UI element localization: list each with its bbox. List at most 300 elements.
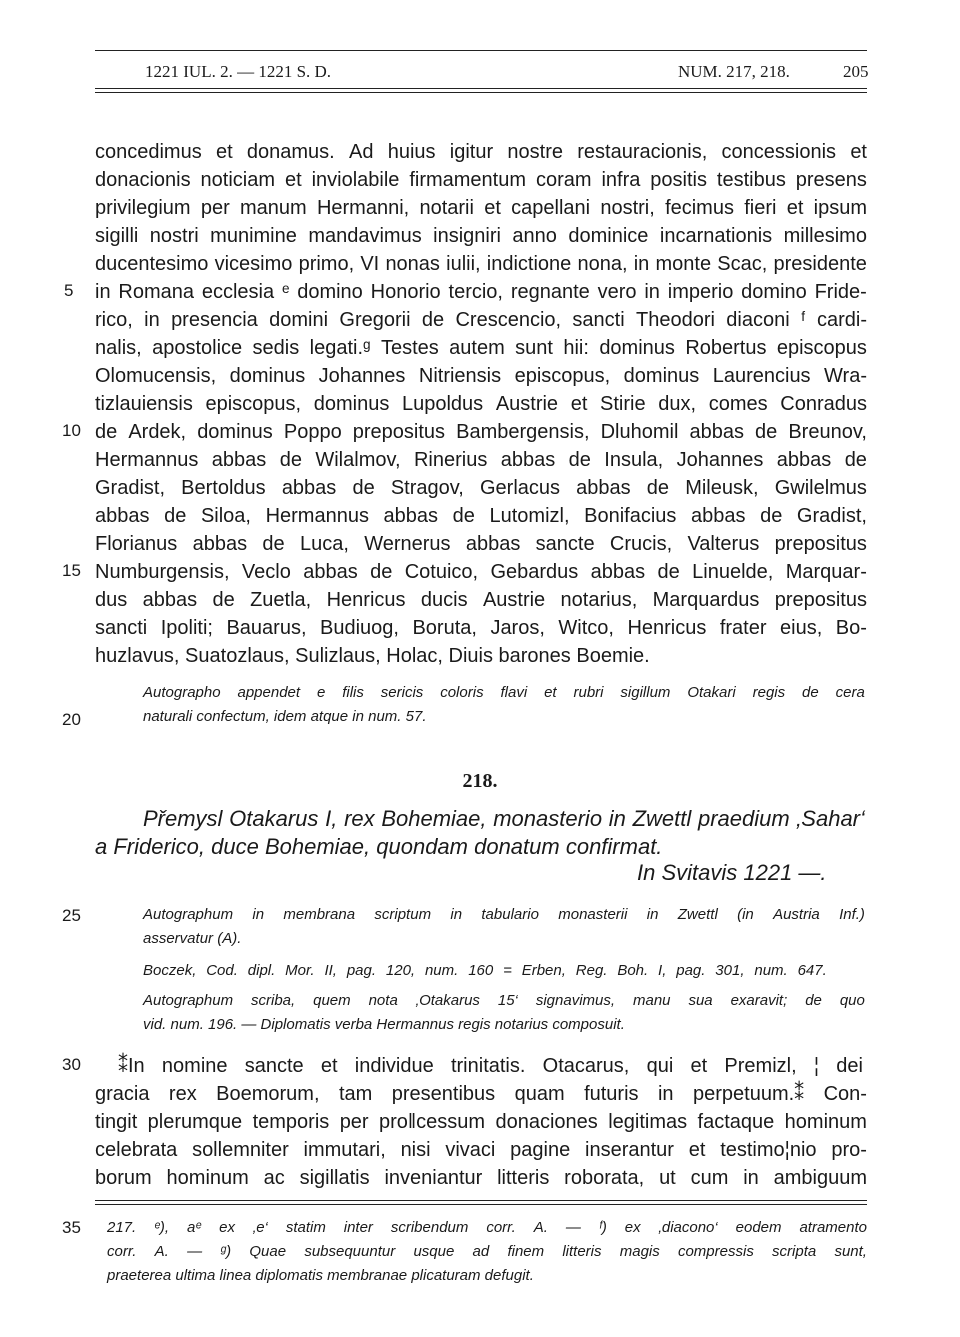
word: scriba, [251, 992, 296, 1009]
header-bottom-rule [95, 88, 867, 89]
word: episcopus [776, 337, 867, 359]
word: num. [424, 962, 459, 979]
word: de [370, 561, 393, 583]
word: Gerlacus [479, 477, 561, 499]
word: nostri, [600, 197, 655, 219]
word: II, [324, 962, 337, 979]
footnote-line [107, 1243, 867, 1260]
word: Erben, [521, 962, 566, 979]
word: et [284, 169, 302, 191]
text-line [95, 558, 867, 586]
word: autem [449, 337, 505, 359]
word: donaciones [495, 1111, 598, 1133]
word: tingit [95, 1111, 138, 1133]
regest-line [143, 806, 865, 832]
word: sollemniter [192, 1139, 289, 1161]
word: in [644, 281, 660, 303]
text-line [95, 446, 867, 474]
word: — [565, 1219, 581, 1236]
word: Linuelde, [692, 561, 774, 583]
word: Cotuico, [404, 561, 479, 583]
word: Lutomizl, [489, 505, 570, 527]
word: corr. [107, 1243, 137, 1260]
word: Poppo [283, 421, 342, 443]
word: Breunov, [788, 421, 867, 443]
word: abbas [383, 505, 439, 527]
word: rubri [573, 684, 604, 701]
word: Budiuog, [320, 617, 399, 639]
word: ut [659, 1167, 676, 1189]
word: Laurencius [712, 365, 811, 387]
word: Honorio [370, 281, 441, 303]
word: nomine [161, 1055, 228, 1077]
word: Florianus [95, 533, 178, 555]
word: capellani [511, 197, 591, 219]
word: magis [619, 1243, 660, 1260]
word: in [95, 281, 111, 303]
word: incarnationis [659, 225, 773, 247]
word: in [252, 906, 265, 923]
word: noticiam [200, 169, 276, 191]
line-number-30: 30 [62, 1055, 81, 1074]
word: Hermanni, [316, 197, 410, 219]
footnote-line: praeterea ultima linea diplomatis membranae plicaturam defugit. [107, 1267, 534, 1284]
source-note-line [143, 906, 865, 923]
word: Witco, [558, 617, 614, 639]
text-line [95, 334, 867, 362]
word: in [608, 806, 626, 831]
word: dominice [568, 225, 649, 247]
word: de [279, 449, 302, 471]
text-line [95, 586, 867, 614]
word: monte [655, 253, 712, 275]
word: tabulario [481, 906, 539, 923]
word: dipl. [247, 962, 276, 979]
word: tizlauiensis [95, 393, 193, 415]
text-line [95, 614, 867, 642]
word: dus [95, 589, 128, 611]
word: Otakari [687, 684, 736, 701]
word: abbas [192, 533, 248, 555]
autograph-note-line: naturali confectum, idem atque in num. 57. [143, 708, 427, 725]
word: pro- [831, 1139, 867, 1161]
header-bottom-rule-2 [95, 92, 867, 93]
word: Nitriensis [418, 365, 502, 387]
word: sunt [515, 337, 553, 359]
word: Gradist, [796, 505, 867, 527]
word: dominus [623, 365, 700, 387]
word: Wilalmov, [315, 449, 401, 471]
word: quem [313, 992, 351, 1009]
word: domino [297, 281, 363, 303]
word: ambiguum [773, 1167, 867, 1189]
text-line [95, 222, 867, 250]
word: inter [343, 1219, 373, 1236]
word: et [544, 684, 557, 701]
word: borum [95, 1167, 152, 1189]
text-line [95, 138, 867, 166]
word: VI [360, 253, 380, 275]
word: Austria [773, 906, 820, 923]
word: comes [708, 393, 768, 415]
word: futuris [584, 1083, 639, 1105]
word: Marquardus [652, 589, 760, 611]
word: Ad [349, 141, 374, 163]
word: concessionis [721, 141, 837, 163]
word: rico, [95, 309, 133, 331]
word: sancte [244, 1055, 304, 1077]
word: praedium [697, 806, 790, 831]
word: presencia [171, 309, 258, 331]
word: concedimus [95, 141, 202, 163]
word: inviolabile [311, 169, 400, 191]
line-number-10: 10 [62, 421, 81, 440]
word: hii: [563, 337, 589, 359]
word: sancte [535, 533, 595, 555]
word: domini [269, 309, 329, 331]
word: domino [741, 281, 807, 303]
word: de [164, 505, 187, 527]
word: ducentesimo [95, 253, 209, 275]
word: Olomucensis, [95, 365, 217, 387]
word: ᵍ) [220, 1243, 232, 1260]
text-line [95, 530, 867, 558]
word: scriptum [374, 906, 432, 923]
word: quo [839, 992, 865, 1009]
word: exaravit; [730, 992, 788, 1009]
word: de [568, 449, 591, 471]
word: frater [719, 617, 767, 639]
word: abbas [465, 533, 521, 555]
word: de [802, 684, 819, 701]
source-note-line: vid. num. 196. — Diplomatis verba Hermannus regis notarius composuit. [143, 1016, 625, 1033]
word: ᶠ [801, 309, 806, 331]
word: apostolice [152, 337, 243, 359]
text-line [95, 418, 867, 446]
word: de [262, 533, 285, 555]
word: firmamentum [409, 169, 527, 191]
word: Bo- [835, 617, 867, 639]
word: primo, [298, 253, 355, 275]
word: indictione [486, 253, 572, 275]
word: de [657, 561, 680, 583]
word: Insula, [604, 449, 664, 471]
word: de [452, 505, 475, 527]
text-line [118, 1052, 863, 1080]
word: 160 [468, 962, 494, 979]
word: de [755, 421, 778, 443]
word: ᵉ), [154, 1219, 170, 1236]
word: pagine [510, 1139, 571, 1161]
word: A. [154, 1243, 169, 1260]
word: abbas [689, 421, 744, 443]
line-number-15: 15 [62, 561, 81, 580]
text-line: huzlavus, Suatozlaus, Sulizlaus, Holac, Diuis barones Boemie. [95, 645, 650, 667]
source-note-line [143, 962, 827, 979]
word: presidente [773, 253, 867, 275]
word: in [743, 1167, 759, 1189]
word: dux, [658, 393, 697, 415]
word: inserantur [585, 1139, 674, 1161]
word: hominum [784, 1111, 867, 1133]
word: Autographum [143, 906, 234, 923]
word: = [503, 962, 512, 979]
word: presens [795, 169, 867, 191]
word: 217. [107, 1219, 137, 1236]
word: Zwettl [677, 906, 718, 923]
text-line [95, 502, 867, 530]
word: abbas [576, 477, 631, 499]
word: A. [533, 1219, 548, 1236]
word: immutari, [303, 1139, 386, 1161]
word: Cod. [206, 962, 238, 979]
word: e [316, 684, 326, 701]
word: ipsum [813, 197, 867, 219]
word: Otakarus [229, 806, 319, 831]
word: in [633, 253, 650, 275]
word: nona, [577, 253, 628, 275]
text-line [95, 1164, 867, 1192]
word: Gwilelmus [774, 477, 867, 499]
word: diaconi [726, 309, 790, 331]
word: sigilli [95, 225, 139, 247]
word: anno [512, 225, 557, 247]
word: ac [263, 1167, 285, 1189]
word: Hermannus [95, 449, 199, 471]
document-number: 218. [462, 770, 498, 792]
word: Boczek, [143, 962, 197, 979]
word: — [187, 1243, 203, 1260]
word: appendet [237, 684, 301, 701]
word: celebrata [95, 1139, 178, 1161]
source-note-line [143, 992, 865, 1009]
word: Autographo [143, 684, 221, 701]
word: Otacarus, [542, 1055, 630, 1077]
word: in [646, 906, 659, 923]
word: Wernerus [364, 533, 451, 555]
word: ‚diacono‘ [658, 1219, 718, 1236]
word: abbas [590, 561, 646, 583]
word: de [844, 449, 867, 471]
text-line [95, 362, 867, 390]
word: quam [514, 1083, 565, 1105]
text-line [95, 1080, 867, 1108]
word: ex [219, 1219, 235, 1236]
word: Premizl, [724, 1055, 797, 1077]
word: testibus [716, 169, 786, 191]
word: Gregorii [339, 309, 411, 331]
word: millesimo [783, 225, 867, 247]
word: Mileusk, [685, 477, 759, 499]
word: et [320, 1055, 338, 1077]
word: 647. [797, 962, 827, 979]
word: flavi [500, 684, 528, 701]
word: ex [624, 1219, 641, 1236]
word: et [786, 197, 804, 219]
word: eodem [735, 1219, 782, 1236]
word: ᶠ) [598, 1219, 607, 1236]
text-line [95, 390, 867, 418]
word: abbas [303, 561, 358, 583]
word: restauracionis, [577, 141, 708, 163]
text-line [95, 250, 867, 278]
word: Rinerius [413, 449, 488, 471]
word: filis [342, 684, 364, 701]
header-doc-numbers: NUM. 217, 218. [678, 62, 790, 81]
word: ad [472, 1243, 490, 1260]
word: subsequuntur [304, 1243, 396, 1260]
line-number-25: 25 [62, 906, 81, 925]
word: ducis [420, 589, 468, 611]
header-date-range: 1221 IUL. 2. — 1221 S. D. [145, 62, 332, 81]
word: insigniri [433, 225, 501, 247]
word: factaque [697, 1111, 775, 1133]
word: episcopus, [205, 393, 302, 415]
word: individue [354, 1055, 434, 1077]
word: cera [835, 684, 865, 701]
word: in [450, 906, 463, 923]
word: nisi [400, 1139, 431, 1161]
word: nonas [385, 253, 440, 275]
word: Romana [118, 281, 195, 303]
word: ⁑In [118, 1055, 145, 1077]
word: dominus [313, 393, 390, 415]
word: et [690, 1055, 708, 1077]
word: et [688, 1139, 706, 1161]
word: de [212, 589, 235, 611]
word: tam [338, 1083, 373, 1105]
word: ‚Otakarus [415, 992, 480, 1009]
word: Hermannus [265, 505, 369, 527]
word: abbas [95, 505, 150, 527]
word: corr. [486, 1219, 516, 1236]
word: sunt, [834, 1243, 867, 1260]
word: positis [650, 169, 707, 191]
word: qui [646, 1055, 674, 1077]
word: Inf.) [839, 906, 865, 923]
word: dominus [197, 421, 273, 443]
word: regnante [510, 281, 590, 303]
word: Jaros, [490, 617, 545, 639]
word: Autographum [143, 992, 234, 1009]
word: cardi- [816, 309, 867, 331]
word: Stirie [600, 393, 646, 415]
word: Testes [380, 337, 439, 359]
word: Gradist, [95, 477, 166, 499]
word: manum [240, 197, 307, 219]
word: Gebardus [490, 561, 579, 583]
word: usque [413, 1243, 455, 1260]
word: pro‖cessum [379, 1111, 486, 1133]
word: ᵉ [281, 281, 290, 303]
text-line [95, 194, 867, 222]
word: abbas [690, 505, 746, 527]
word: dominus [599, 337, 675, 359]
word: rex [344, 806, 375, 831]
word: Austrie [495, 393, 559, 415]
word: Austrie [482, 589, 546, 611]
word: per [339, 1111, 369, 1133]
word: episcopus, [514, 365, 611, 387]
word: de [805, 992, 822, 1009]
word: vero [597, 281, 637, 303]
footnote-rule-2 [95, 1204, 867, 1205]
word: in [144, 309, 160, 331]
word: pag. [676, 962, 706, 979]
word: de [352, 477, 375, 499]
word: sancti [572, 309, 625, 331]
word: Lupoldus [401, 393, 484, 415]
word: nostre [507, 141, 563, 163]
word: sigillatis [299, 1167, 370, 1189]
word: munimine [210, 225, 297, 247]
word: Numburgensis, [95, 561, 230, 583]
word: Conradus [780, 393, 867, 415]
word: legati.ᵍ [309, 337, 371, 359]
word: Scac, [717, 253, 768, 275]
word: eius, [780, 617, 823, 639]
word: finem [507, 1243, 545, 1260]
word: plerumque [147, 1111, 243, 1133]
word: aᵉ [187, 1219, 202, 1236]
word: abbas [500, 449, 556, 471]
word: presentibus [391, 1083, 496, 1105]
word: de [421, 309, 445, 331]
word: sancti [95, 617, 148, 639]
word: prepositus [774, 533, 867, 555]
word: membrana [283, 906, 356, 923]
footnote-line [107, 1219, 867, 1236]
word: et [570, 393, 588, 415]
word: trinitatis. [450, 1055, 526, 1077]
word: huius [387, 141, 436, 163]
word: Bohemiae, [381, 806, 487, 831]
word: inveniantur [384, 1167, 483, 1189]
word: vivaci [445, 1139, 496, 1161]
word: Ardek, [128, 421, 187, 443]
word: signavimus, [535, 992, 616, 1009]
word: Boruta, [412, 617, 477, 639]
word: Wra- [824, 365, 867, 387]
word: Theodori [636, 309, 715, 331]
word: Luca, [299, 533, 349, 555]
word: Stragov, [390, 477, 464, 499]
word: Boemorum, [216, 1083, 320, 1105]
word: legitimas [608, 1111, 688, 1133]
text-line [95, 474, 867, 502]
text-line [95, 166, 867, 194]
word: Con- [823, 1083, 867, 1105]
word: regis [752, 684, 786, 701]
word: donacionis [95, 169, 191, 191]
word: fecimus [665, 197, 734, 219]
word: litteris [497, 1167, 550, 1189]
word: 301, [715, 962, 745, 979]
word: Bonifacius [584, 505, 677, 527]
source-note-line: asservatur (A). [143, 930, 242, 947]
text-line [95, 278, 867, 306]
word: ecclesia [201, 281, 275, 303]
word: pag. [346, 962, 377, 979]
word: tercio, [448, 281, 503, 303]
word: temporis [252, 1111, 330, 1133]
word: perpetuum.⁑ [692, 1083, 805, 1105]
word: num. [754, 962, 788, 979]
text-line [95, 1108, 867, 1136]
page-number: 205 [843, 62, 869, 81]
word: nostri [149, 225, 199, 247]
word: Ipoliti; [160, 617, 213, 639]
